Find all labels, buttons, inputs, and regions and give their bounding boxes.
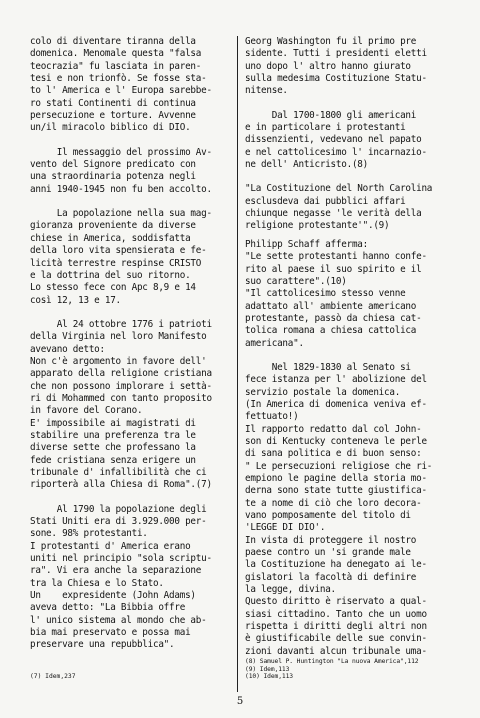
text-paragraph <box>30 504 234 652</box>
paragraph-gap <box>30 135 234 147</box>
text-line: un/il miracolo biblico di DIO. <box>30 122 191 134</box>
text-line: zioni davanti alcun tribunale uma- <box>245 645 427 657</box>
text-line: vano pomposamente del titolo di <box>245 510 411 522</box>
text-line: la legge, divina. <box>245 584 336 596</box>
text-line: empiono le pagine della storia mo- <box>245 473 427 484</box>
text-line: e in particolare i protestanti <box>245 122 406 134</box>
column-divider <box>237 36 238 692</box>
text-line: Georg Washington fu il primo pre <box>245 36 417 47</box>
text-line: "La Costituzione del North Carolina <box>245 183 433 195</box>
text-line: persecuzione e torture. Avvenne <box>30 110 196 122</box>
text-line: preservare una repubblica". <box>30 639 175 651</box>
text-line: tra la Chiesa e lo Stato. <box>30 577 164 589</box>
text-line: religione protestante'".(9) <box>245 220 390 232</box>
text-line: anni 1940-1945 non fu ben accolto. <box>30 183 212 195</box>
text-line: ro stati Continenti di continua <box>30 97 196 109</box>
text-line: " Le persecuzioni religiose che ri- <box>245 460 433 472</box>
text-line: uniti nel principio "sola scriptu- <box>30 553 212 565</box>
text-line: derna sono state tutte giustifica- <box>245 485 427 497</box>
text-line: (In America di domenica veniva ef- <box>245 398 427 410</box>
text-line: tribunale d' infallibilità che ci <box>30 467 207 478</box>
footnote: (9) Idem,113 <box>245 665 290 673</box>
text-line: siasi cittadino. Tanto che un uomo <box>245 608 427 620</box>
text-line: ne dell' Anticristo.(8) <box>245 159 368 171</box>
text-line: dissenzienti, vedevano nel papato <box>245 134 422 146</box>
text-line: avevano detto: <box>30 343 105 355</box>
text-line: ra". Vi era anche la separazione <box>30 565 202 577</box>
text-line: fede cristiana senza erigere un <box>30 454 196 466</box>
text-line: "Il cattolicesimo stesso venne <box>245 288 406 300</box>
paragraph-gap <box>30 492 234 504</box>
text-line: to l' America e l' Europa sarebbe- <box>30 85 212 97</box>
text-line: uno dopo l' altro hanno giurato <box>245 60 411 72</box>
text-line: paese contro un 'si grande male <box>245 547 411 559</box>
page-number: 5 <box>236 696 244 707</box>
text-line: Un expresidente (John Adams) <box>30 590 196 602</box>
text-line: te a nome di ciò che loro decora- <box>245 497 422 509</box>
text-line: l' unico sistema al mondo che ab- <box>30 614 207 626</box>
text-line: 'LEGGE DI DIO'. <box>245 522 326 534</box>
text-line: son di Kentucky conteneva le perle <box>245 435 427 447</box>
text-line: fettuato!) <box>245 411 299 423</box>
text-line: gioranza proveniente da diverse <box>30 220 196 232</box>
text-line: I protestanti d' America erano <box>30 540 191 552</box>
text-line: rito al paese il suo spirito e il <box>245 263 422 275</box>
text-line: nitense. <box>245 85 288 97</box>
text-line: la Costituzione ha denegato ai le- <box>245 559 427 571</box>
text-line: in favore del Corano. <box>30 405 143 417</box>
text-line: Il messaggio del prossimo Av- <box>30 146 212 158</box>
text-line: Lo stesso fece con Apc 8,9 e 14 <box>30 282 196 294</box>
text-line: bia mai preservato e possa mai <box>30 627 191 639</box>
text-line: Stati Uniti era di 3.929.000 per- <box>30 516 207 528</box>
text-paragraph <box>245 183 465 232</box>
text-line: diverse sette che professano la <box>30 442 196 454</box>
text-line: tolica romana a chiesa cattolica <box>245 325 417 337</box>
text-line: sone. 98% protestanti. <box>30 528 148 540</box>
text-line: suo carattere".(10) <box>245 275 347 287</box>
text-line: esclusdeva dai pubblici affari <box>245 195 406 207</box>
text-line: gislatori la facoltà di definire <box>245 571 417 583</box>
text-paragraph <box>245 239 465 350</box>
text-line: che non possono implorare i settà- <box>30 380 212 392</box>
paragraph-gap <box>245 98 465 110</box>
text-line: americana". <box>245 337 304 349</box>
left-footnote: (7) Idem,237 <box>30 673 76 680</box>
right-text-column <box>245 36 465 681</box>
text-line: di sana politica e di buon senso: <box>245 448 422 460</box>
text-line: Al 24 ottobre 1776 i patrioti <box>30 318 212 330</box>
text-line: ri di Mohammed con tanto proposito <box>30 392 212 404</box>
text-line: teocrazia" fu lasciata in paren- <box>30 60 202 72</box>
text-line: protestante, passò da chiesa cat- <box>245 312 422 324</box>
text-line: una straordinaria potenza negli <box>30 171 196 183</box>
paragraph-gap <box>245 171 465 183</box>
text-line: apparato della religione cristiana <box>30 368 212 380</box>
text-line: e nel cattolicesimo l' incarnazio- <box>245 146 427 158</box>
text-line: sidente. Tutti i presidenti eletti <box>245 48 427 60</box>
text-line: riporterà alla Chiesa di Roma".(7) <box>30 479 212 491</box>
text-line: Il rapporto redatto dal col John- <box>245 423 422 435</box>
text-line: vento del Signore predicato con <box>30 159 196 171</box>
text-line: tesi e non trionfò. Se fosse sta- <box>30 73 207 85</box>
text-line: licità terrestre respinse CRISTO <box>30 257 202 269</box>
text-line: aveva detto: "La Bibbia offre <box>30 602 186 614</box>
text-line: è giustificabile delle sue convin- <box>245 633 427 645</box>
text-line: La popolazione nella sua mag- <box>30 208 212 220</box>
text-line: In vista di proteggere il nostro <box>245 534 417 546</box>
footnote: (10) Idem,113 <box>245 673 293 681</box>
text-line: adattato all' ambiente americano <box>245 300 417 312</box>
text-line: chiese in America, soddisfatta <box>30 232 191 244</box>
text-line: così 12, 13 e 17. <box>30 294 121 306</box>
text-paragraph <box>245 36 465 98</box>
text-line: della Virginia nel loro Manifesto <box>30 331 207 343</box>
text-line: Nel 1829-1830 al Senato si <box>245 361 411 373</box>
paragraph-gap <box>245 350 465 362</box>
footnote: (8) Samuel P. Huntington "La nuova America",112 <box>245 658 419 666</box>
text-paragraph <box>245 362 465 658</box>
text-line: fece istanza per l' abolizione del <box>245 374 427 386</box>
text-line: chiunque negasse 'le verità della <box>245 208 422 220</box>
text-line: della loro vita spensierata e fe- <box>30 245 207 257</box>
text-line: Non c'è argomento in favore dell' <box>30 355 207 367</box>
text-line: e la dottrina del suo ritorno. <box>30 269 191 281</box>
text-line: Questo diritto è riservato a qual- <box>245 596 427 608</box>
text-line: sulla medesima Costituzione Statu- <box>245 73 427 85</box>
left-text-column <box>30 36 234 652</box>
text-paragraph <box>30 319 234 492</box>
text-line: rispetta i diritti degli altri non <box>245 621 427 633</box>
text-paragraph <box>30 208 234 307</box>
text-line: Philipp Schaff afferma: <box>245 238 368 250</box>
text-line: servizio postale la domenica. <box>245 386 401 398</box>
text-line: Dal 1700-1800 gli americani <box>245 109 417 121</box>
text-paragraph <box>30 147 234 196</box>
text-line: colo di diventare tiranna della <box>30 36 196 47</box>
text-paragraph <box>245 110 465 172</box>
paragraph-gap <box>30 196 234 208</box>
text-paragraph <box>30 36 234 135</box>
text-line: domenica. Menomale questa "falsa <box>30 48 202 60</box>
text-line: E' impossibile ai magistrati di <box>30 417 196 429</box>
paragraph-gap <box>30 307 234 319</box>
text-line: Al 1790 la popolazione degli <box>30 503 207 515</box>
text-line: stabilire una preferenza tra le <box>30 429 196 441</box>
text-line: "Le sette protestanti hanno confe- <box>245 251 427 263</box>
